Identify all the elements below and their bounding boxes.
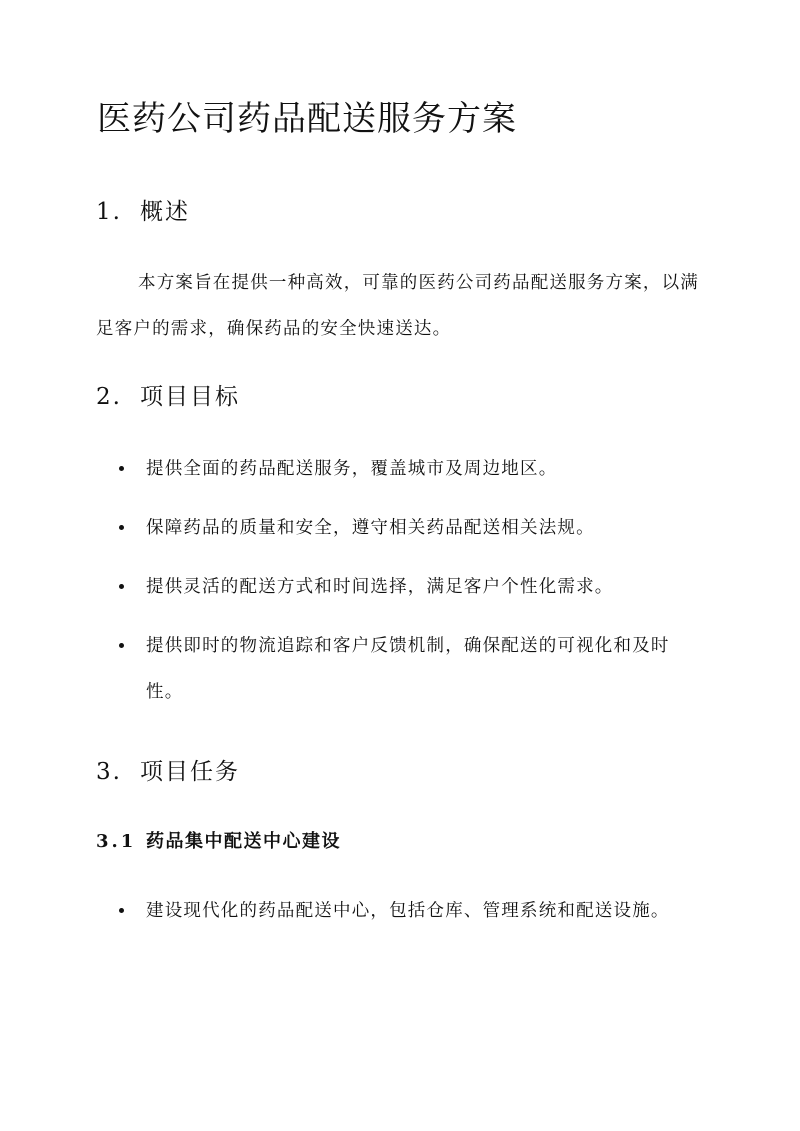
section-number: 3. <box>96 759 122 785</box>
goals-list <box>110 446 700 728</box>
bullet-icon <box>119 643 124 648</box>
section-heading-tasks <box>96 756 240 788</box>
list-item <box>110 888 700 934</box>
list-item <box>110 564 700 610</box>
subsection-title: 药品集中配送中心建设 <box>146 831 341 852</box>
list-item-text: 建设现代化的药品配送中心，包括仓库、管理系统和配送设施。 <box>146 901 670 921</box>
section-title: 项目任务 <box>140 759 240 785</box>
list-item-text: 提供即时的物流追踪和客户反馈机制，确保配送的可视化和及时性。 <box>146 636 670 702</box>
section-number: 2. <box>96 384 122 410</box>
tasks-list <box>110 888 700 947</box>
bullet-icon <box>119 584 124 589</box>
list-item-text: 保障药品的质量和安全，遵守相关药品配送相关法规。 <box>146 518 595 538</box>
bullet-icon <box>119 525 124 530</box>
document-title: 医药公司药品配送服务方案 <box>97 99 517 139</box>
section-heading-goals <box>96 381 240 413</box>
section-heading-overview <box>96 196 190 228</box>
list-item-text: 提供灵活的配送方式和时间选择，满足客户个性化需求。 <box>146 577 614 597</box>
bullet-icon <box>119 466 124 471</box>
list-item-text: 提供全面的药品配送服务，覆盖城市及周边地区。 <box>146 459 558 479</box>
section-title: 项目目标 <box>140 384 240 410</box>
overview-paragraph: 本方案旨在提供一种高效，可靠的医药公司药品配送服务方案，以满足客户的需求，确保药品的安全快速送达。 <box>96 273 699 339</box>
section-title: 概述 <box>140 199 190 225</box>
subsection-heading-distribution-center <box>96 829 341 855</box>
bullet-icon <box>119 908 124 913</box>
subsection-number: 3.1 <box>96 831 137 852</box>
list-item <box>110 623 700 715</box>
list-item <box>110 505 700 551</box>
section-number: 1. <box>96 199 122 225</box>
list-item <box>110 446 700 492</box>
